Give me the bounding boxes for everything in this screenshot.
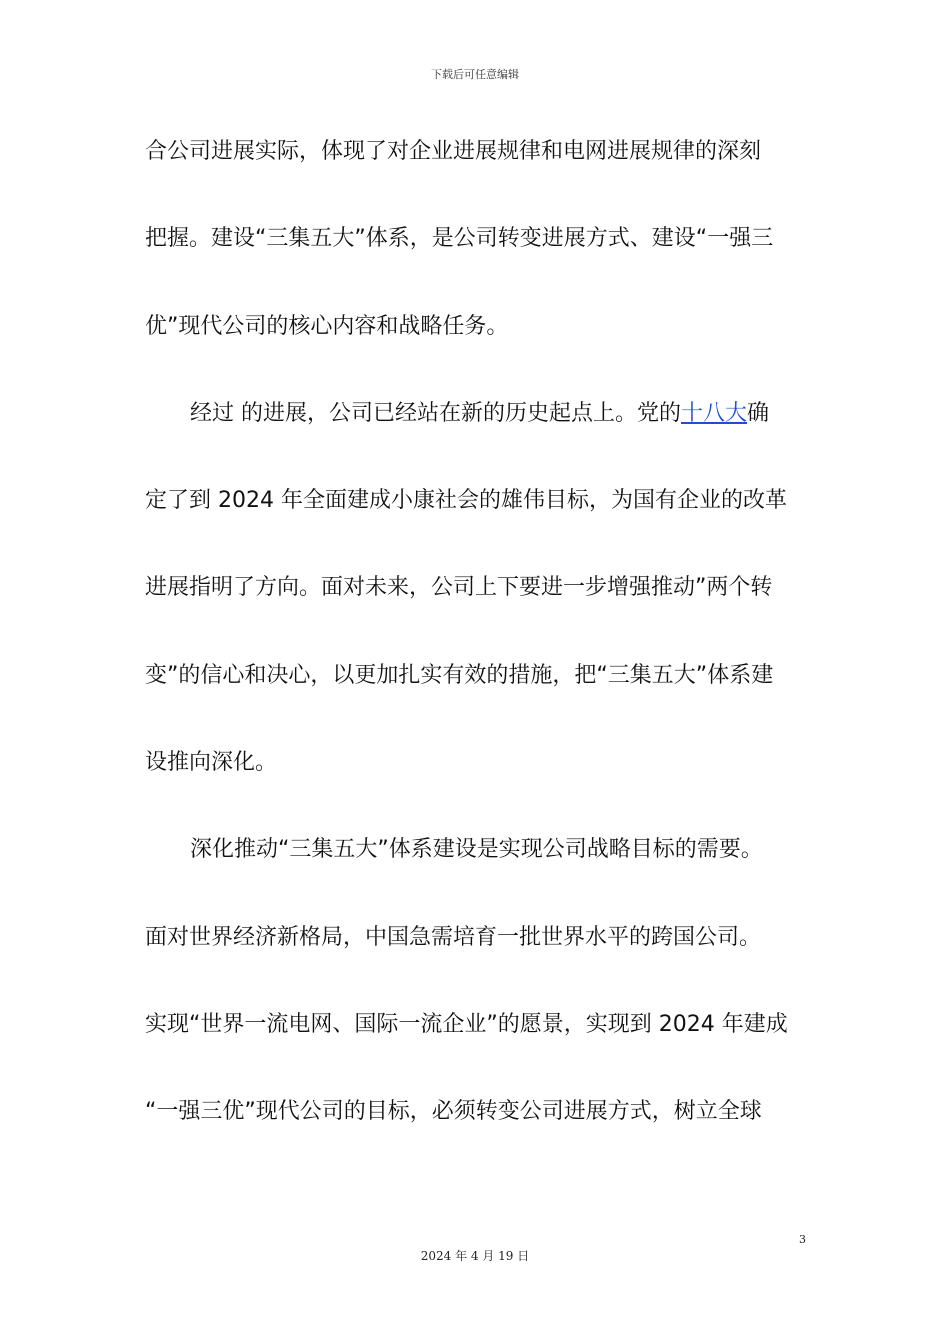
header-note: 下载后可任意编辑 xyxy=(431,68,519,81)
body-line: 定了到 2024 年全面建成小康社会的雄伟目标，为国有企业的改革 xyxy=(145,488,787,513)
body-line: 面对世界经济新格局，中国急需培育一批世界水平的跨国公司。 xyxy=(145,925,762,950)
footer-date: 2024 年 4 月 19 日 xyxy=(420,1249,530,1263)
shibada-link[interactable]: 十八大 xyxy=(681,401,748,426)
page-number: 3 xyxy=(799,1233,806,1246)
body-line: 优”现代公司的核心内容和战略任务。 xyxy=(145,314,509,339)
body-line-with-link xyxy=(190,399,769,429)
body-line: 设推向深化。 xyxy=(145,750,278,775)
body-line: 把握。建设“三集五大”体系，是公司转变进展方式、建设“一强三 xyxy=(145,226,774,251)
body-line: 变”的信心和决心，以更加扎实有效的措施，把“三集五大”体系建 xyxy=(145,663,774,688)
body-text: 经过 的进展，公司已经站在新的历史起点上。党的 xyxy=(190,401,681,426)
body-line: 深化推动“三集五大”体系建设是实现公司战略目标的需要。 xyxy=(190,837,763,862)
body-line: 实现“世界一流电网、国际一流企业”的愿景，实现到 2024 年建成 xyxy=(145,1012,788,1037)
body-line: 合公司进展实际，体现了对企业进展规律和电网进展规律的深刻 xyxy=(145,139,762,164)
body-text: 确 xyxy=(747,401,770,426)
body-line: “一强三优”现代公司的目标，必须转变公司进展方式，树立全球 xyxy=(145,1099,762,1124)
body-line: 进展指明了方向。面对未来，公司上下要进一步增强推动”两个转 xyxy=(145,575,773,600)
